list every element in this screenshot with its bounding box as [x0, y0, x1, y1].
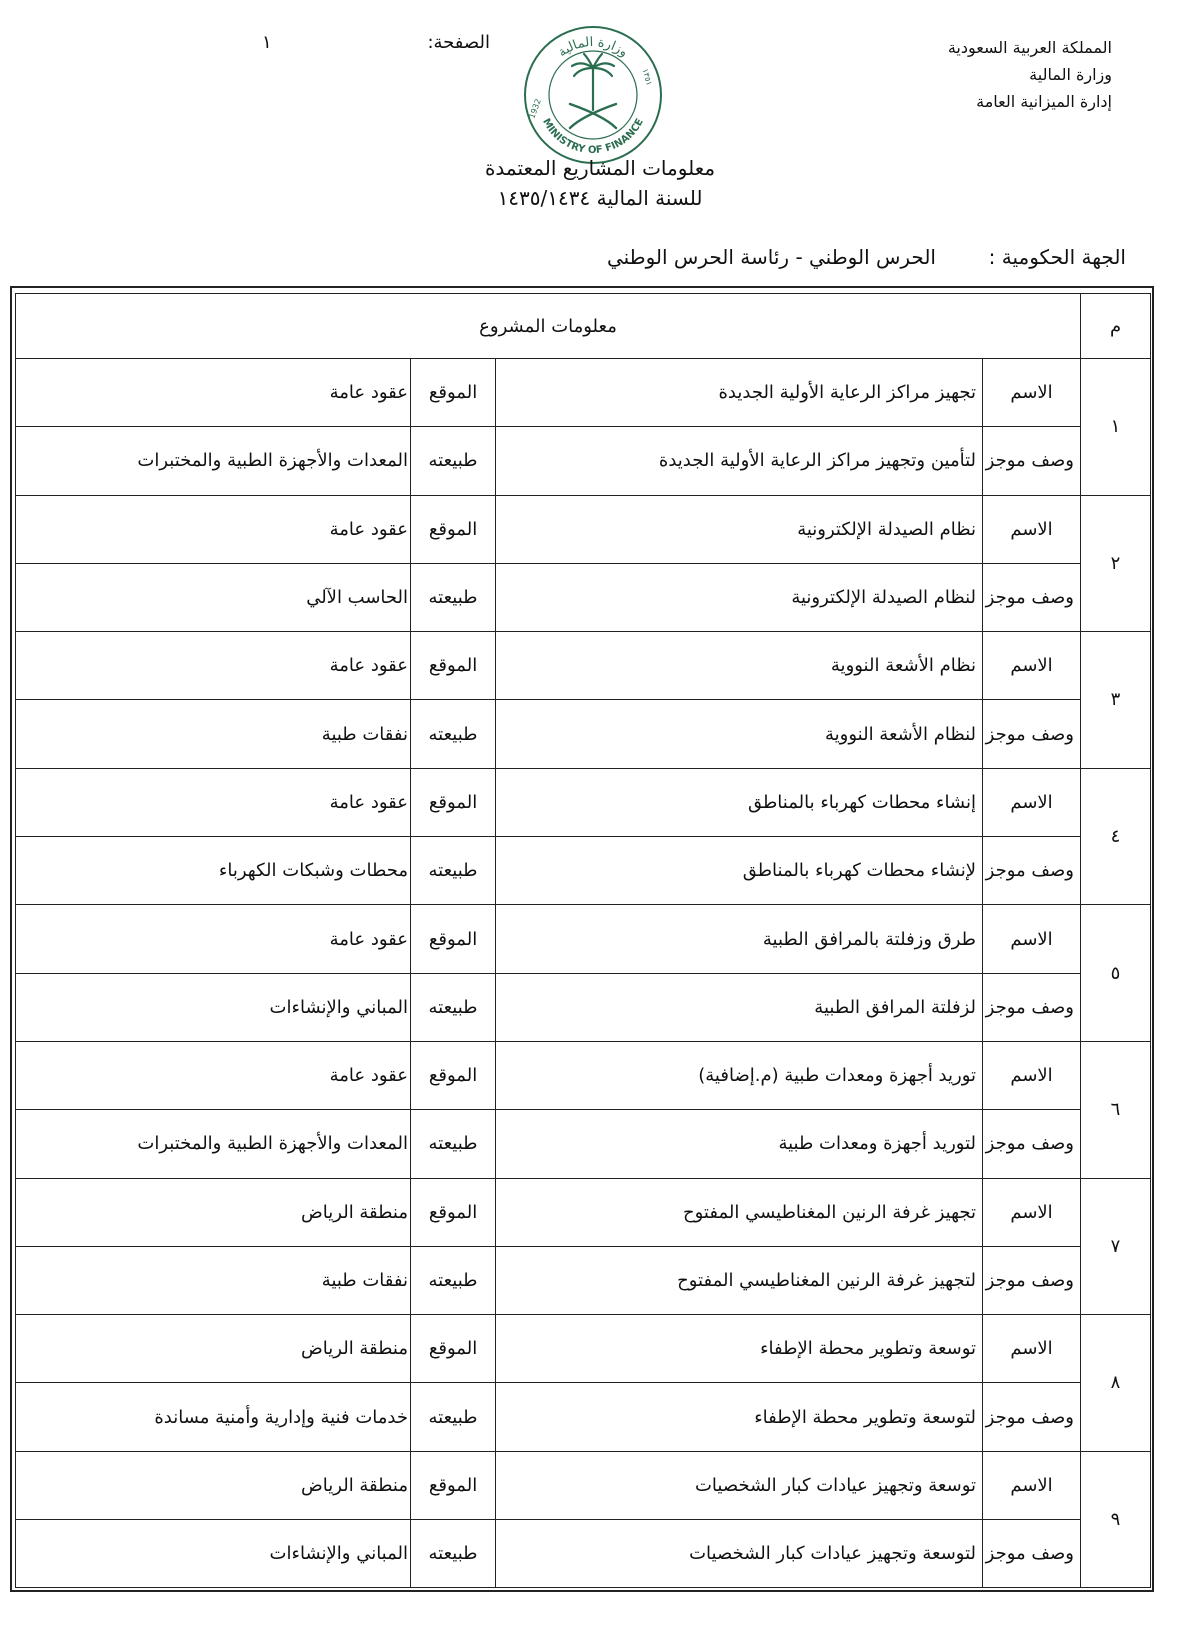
table-body	[16, 359, 1151, 1588]
column-header-project-info: معلومات المشروع	[16, 294, 1081, 359]
column-header-number: م	[1081, 294, 1151, 359]
location-label: الموقع	[411, 1451, 496, 1519]
description-label: وصف موجز	[983, 973, 1081, 1041]
page-label: الصفحة:	[427, 32, 490, 53]
name-label: الاسم	[983, 1315, 1081, 1383]
nature-label: طبيعته	[411, 700, 496, 768]
project-description: لنظام الأشعة النووية	[496, 700, 983, 768]
entity-value: الحرس الوطني - رئاسة الحرس الوطني	[606, 245, 936, 269]
description-label: وصف موجز	[983, 1246, 1081, 1314]
project-nature: خدمات فنية وإدارية وأمنية مساندة	[16, 1383, 411, 1451]
project-name: طرق وزفلتة بالمرافق الطبية	[496, 905, 983, 973]
nature-label: طبيعته	[411, 1520, 496, 1588]
project-location: عقود عامة	[16, 905, 411, 973]
table-row	[16, 1246, 1151, 1314]
project-location: عقود عامة	[16, 359, 411, 427]
table-row	[16, 359, 1151, 427]
project-name: توسعة وتجهيز عيادات كبار الشخصيات	[496, 1451, 983, 1519]
table-row	[16, 905, 1151, 973]
project-description: لتأمين وتجهيز مراكز الرعاية الأولية الجديدة	[496, 427, 983, 495]
table-row	[16, 1315, 1151, 1383]
org-line-ministry: وزارة المالية	[1029, 65, 1112, 84]
project-name: نظام الصيدلة الإلكترونية	[496, 495, 983, 563]
project-name: تجهيز غرفة الرنين المغناطيسي المفتوح	[496, 1178, 983, 1246]
description-label: وصف موجز	[983, 427, 1081, 495]
project-nature: المعدات والأجهزة الطبية والمختبرات	[16, 427, 411, 495]
location-label: الموقع	[411, 495, 496, 563]
project-description: لتجهيز غرفة الرنين المغناطيسي المفتوح	[496, 1246, 983, 1314]
description-label: وصف موجز	[983, 1383, 1081, 1451]
project-location: عقود عامة	[16, 495, 411, 563]
table-row	[16, 1110, 1151, 1178]
org-line-department: إدارة الميزانية العامة	[976, 92, 1112, 111]
seal-year-left: 1932	[527, 97, 543, 120]
name-label: الاسم	[983, 768, 1081, 836]
table-row	[16, 495, 1151, 563]
table-header-row	[16, 294, 1151, 359]
table-row	[16, 837, 1151, 905]
table-row	[16, 1520, 1151, 1588]
table-row	[16, 1383, 1151, 1451]
name-label: الاسم	[983, 905, 1081, 973]
project-description: لزفلتة المرافق الطبية	[496, 973, 983, 1041]
project-number: ٢	[1081, 495, 1151, 632]
nature-label: طبيعته	[411, 1110, 496, 1178]
project-nature: المعدات والأجهزة الطبية والمختبرات	[16, 1110, 411, 1178]
project-location: منطقة الرياض	[16, 1178, 411, 1246]
nature-label: طبيعته	[411, 427, 496, 495]
project-location: منطقة الرياض	[16, 1451, 411, 1519]
project-number: ٧	[1081, 1178, 1151, 1315]
table-row	[16, 768, 1151, 836]
palm-tree-icon	[572, 54, 614, 110]
table-row	[16, 1041, 1151, 1109]
project-number: ٨	[1081, 1315, 1151, 1452]
project-number: ٣	[1081, 632, 1151, 769]
organization-header	[852, 34, 1112, 115]
project-name: توسعة وتطوير محطة الإطفاء	[496, 1315, 983, 1383]
location-label: الموقع	[411, 359, 496, 427]
government-entity	[426, 245, 1126, 279]
description-label: وصف موجز	[983, 837, 1081, 905]
project-nature: محطات وشبكات الكهرباء	[16, 837, 411, 905]
project-number: ٦	[1081, 1041, 1151, 1178]
org-line-country: المملكة العربية السعودية	[947, 38, 1112, 57]
document-title: معلومات المشاريع المعتمدة	[484, 156, 716, 180]
project-nature: الحاسب الآلي	[16, 563, 411, 631]
table-row	[16, 1451, 1151, 1519]
table-row	[16, 427, 1151, 495]
project-number: ٤	[1081, 768, 1151, 905]
seal-english-text: MINISTRY OF FINANCE	[540, 116, 646, 157]
name-label: الاسم	[983, 495, 1081, 563]
project-location: عقود عامة	[16, 768, 411, 836]
fiscal-year-subtitle: للسنة المالية ١٤٣٥/١٤٣٤	[497, 186, 703, 210]
project-name: تجهيز مراكز الرعاية الأولية الجديدة	[496, 359, 983, 427]
location-label: الموقع	[411, 632, 496, 700]
project-location: منطقة الرياض	[16, 1315, 411, 1383]
project-name: نظام الأشعة النووية	[496, 632, 983, 700]
name-label: الاسم	[983, 1041, 1081, 1109]
project-number: ٩	[1081, 1451, 1151, 1588]
nature-label: طبيعته	[411, 1383, 496, 1451]
seal-arabic-text: وزارة المالية	[555, 34, 631, 61]
project-nature: نفقات طبية	[16, 1246, 411, 1314]
table-row	[16, 563, 1151, 631]
project-nature: المباني والإنشاءات	[16, 1520, 411, 1588]
table-row	[16, 973, 1151, 1041]
nature-label: طبيعته	[411, 1246, 496, 1314]
location-label: الموقع	[411, 1315, 496, 1383]
nature-label: طبيعته	[411, 973, 496, 1041]
nature-label: طبيعته	[411, 837, 496, 905]
project-description: لتوسعة وتطوير محطة الإطفاء	[496, 1383, 983, 1451]
project-nature: المباني والإنشاءات	[16, 973, 411, 1041]
location-label: الموقع	[411, 768, 496, 836]
svg-text:وزارة المالية	[555, 35, 630, 60]
page-number: ١	[262, 32, 272, 53]
project-name: توريد أجهزة ومعدات طبية (م.إضافية)	[496, 1041, 983, 1109]
name-label: الاسم	[983, 359, 1081, 427]
project-name: إنشاء محطات كهرباء بالمناطق	[496, 768, 983, 836]
name-label: الاسم	[983, 632, 1081, 700]
project-description: لتوريد أجهزة ومعدات طبية	[496, 1110, 983, 1178]
project-description: لتوسعة وتجهيز عيادات كبار الشخصيات	[496, 1520, 983, 1588]
table-row	[16, 1178, 1151, 1246]
project-location: عقود عامة	[16, 632, 411, 700]
table-row	[16, 700, 1151, 768]
project-location: عقود عامة	[16, 1041, 411, 1109]
location-label: الموقع	[411, 1041, 496, 1109]
table-row	[16, 632, 1151, 700]
name-label: الاسم	[983, 1451, 1081, 1519]
project-number: ٥	[1081, 905, 1151, 1042]
nature-label: طبيعته	[411, 563, 496, 631]
ministry-seal-logo	[522, 24, 664, 166]
location-label: الموقع	[411, 1178, 496, 1246]
location-label: الموقع	[411, 905, 496, 973]
description-label: وصف موجز	[983, 700, 1081, 768]
page-indicator	[250, 32, 490, 62]
projects-table	[15, 293, 1151, 1588]
entity-label: الجهة الحكومية :	[988, 245, 1126, 269]
description-label: وصف موجز	[983, 1110, 1081, 1178]
seal-year-right: ١٣٥١	[640, 67, 654, 87]
project-description: لإنشاء محطات كهرباء بالمناطق	[496, 837, 983, 905]
project-nature: نفقات طبية	[16, 700, 411, 768]
project-number: ١	[1081, 359, 1151, 496]
description-label: وصف موجز	[983, 563, 1081, 631]
project-description: لنظام الصيدلة الإلكترونية	[496, 563, 983, 631]
svg-text:MINISTRY OF FINANCE	[540, 117, 646, 156]
description-label: وصف موجز	[983, 1520, 1081, 1588]
name-label: الاسم	[983, 1178, 1081, 1246]
